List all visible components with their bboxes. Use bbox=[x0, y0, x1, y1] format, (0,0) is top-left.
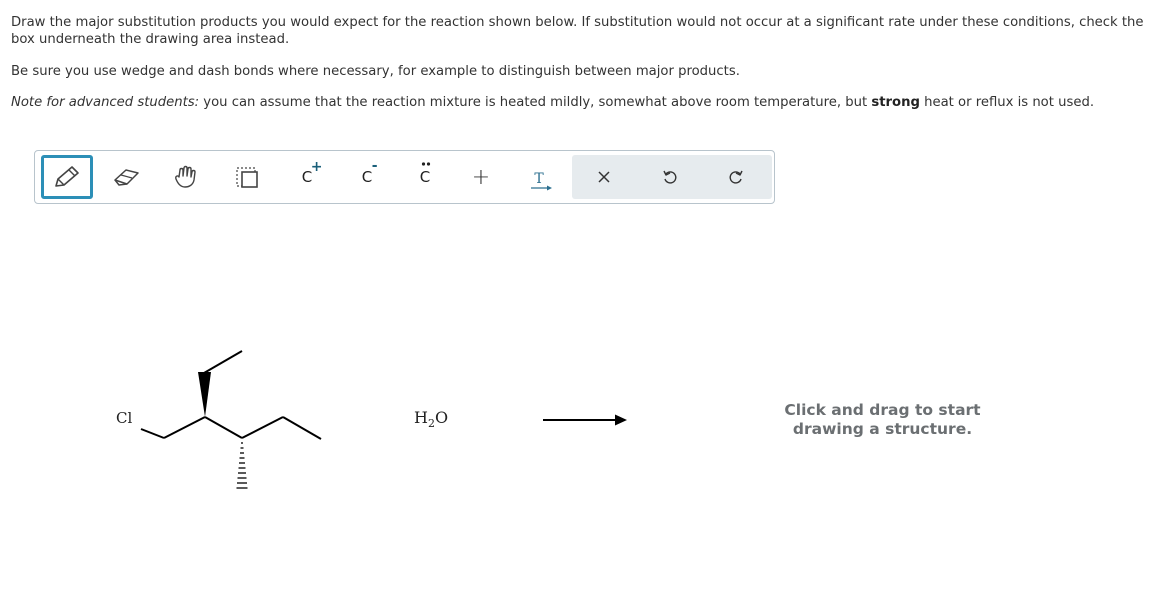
text-tool-button[interactable] bbox=[519, 155, 559, 199]
note-text-1: you can assume that the reaction mixture is heated mildly, somewhat above room temperature, but bbox=[199, 95, 872, 110]
reagent-subscript: 2 bbox=[427, 417, 435, 431]
dash-bond bbox=[237, 443, 248, 488]
hint-line-1: Click and drag to start bbox=[784, 401, 981, 419]
instruction-line-1: Draw the major substitution products you would expect for the reaction shown below. If substitution would not occur at a significant rate under these conditions, check the box underneath the drawing area instead. bbox=[11, 15, 1144, 47]
lone-pair-dots-icon bbox=[421, 161, 431, 167]
positive-charge-button[interactable] bbox=[287, 155, 327, 199]
select-tool-button[interactable] bbox=[227, 155, 267, 199]
undo-icon bbox=[662, 169, 678, 185]
note-text-2: heat or reflux is not used. bbox=[919, 95, 1095, 110]
reaction-arrow bbox=[543, 413, 633, 427]
move-tool-button[interactable] bbox=[165, 155, 205, 199]
draw-tool-button[interactable] bbox=[41, 155, 93, 199]
selection-icon bbox=[234, 164, 260, 190]
bond-c4-c5 bbox=[283, 417, 321, 439]
note-label: Note for advanced students: bbox=[11, 95, 200, 110]
drawing-toolbar bbox=[34, 150, 775, 204]
bond-c1-c2 bbox=[164, 417, 205, 438]
positive-charge-label: C bbox=[301, 168, 313, 186]
bond-cl-c1 bbox=[141, 429, 164, 438]
instruction-line-2: Be sure you use wedge and dash bonds where necessary, for example to distinguish between major products. bbox=[11, 64, 740, 79]
chlorine-label: Cl bbox=[116, 409, 133, 427]
undo-button[interactable] bbox=[650, 155, 690, 199]
lone-pair-label: C bbox=[419, 168, 431, 186]
lone-pair-button[interactable] bbox=[405, 155, 445, 199]
negative-charge-label: C bbox=[361, 168, 373, 186]
plus-label: + bbox=[471, 164, 491, 190]
advanced-note bbox=[11, 94, 1156, 111]
reagent-tail: O bbox=[434, 408, 449, 427]
close-icon bbox=[597, 170, 611, 184]
hint-line-2: drawing a structure. bbox=[792, 420, 973, 438]
bond-c3-c4 bbox=[242, 417, 283, 438]
underline-arrow-icon bbox=[530, 185, 554, 191]
text-tool-label: T bbox=[534, 170, 544, 187]
redo-button[interactable] bbox=[716, 155, 756, 199]
hand-icon bbox=[172, 165, 198, 189]
eraser-icon bbox=[112, 166, 142, 188]
plus-superscript: + bbox=[310, 159, 323, 175]
negative-charge-button[interactable] bbox=[347, 155, 387, 199]
canvas-hint bbox=[760, 401, 1005, 439]
erase-tool-button[interactable] bbox=[107, 155, 147, 199]
reagent-label bbox=[414, 408, 448, 430]
bond-wedge-up bbox=[204, 351, 242, 373]
clear-button[interactable] bbox=[584, 155, 624, 199]
redo-icon bbox=[728, 169, 744, 185]
bond-c2-c3 bbox=[205, 417, 242, 438]
add-atom-button[interactable] bbox=[461, 155, 501, 199]
reactant-structure bbox=[0, 210, 340, 510]
drawing-canvas[interactable] bbox=[0, 210, 1165, 598]
wedge-bond bbox=[198, 372, 211, 417]
minus-superscript: - bbox=[371, 158, 378, 174]
note-bold: strong bbox=[871, 95, 920, 110]
reagent-main: H bbox=[414, 408, 428, 427]
pencil-icon bbox=[52, 164, 82, 190]
